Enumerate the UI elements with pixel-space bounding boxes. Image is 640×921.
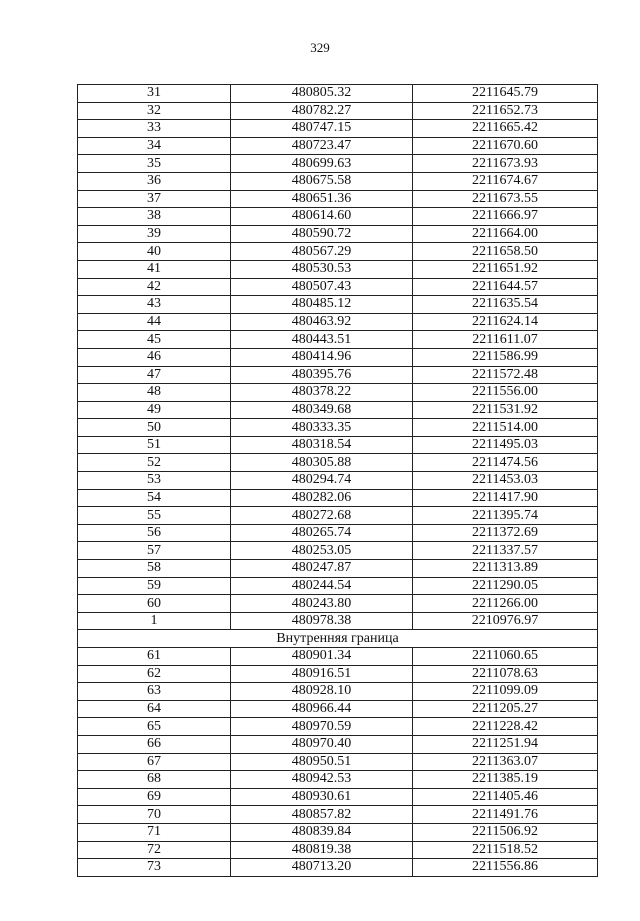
x-coordinate-cell: 480819.38 [231, 841, 413, 859]
table-row [78, 401, 598, 419]
table-row [78, 172, 598, 190]
y-coordinate-cell: 2211670.60 [413, 137, 598, 155]
x-coordinate-cell: 480942.53 [231, 771, 413, 789]
table-row [78, 155, 598, 173]
table-row [78, 208, 598, 226]
y-coordinate-cell: 2211506.92 [413, 823, 598, 841]
x-coordinate-cell: 480950.51 [231, 753, 413, 771]
point-number-cell: 37 [78, 190, 231, 208]
y-coordinate-cell: 2211228.42 [413, 718, 598, 736]
y-coordinate-cell: 2211385.19 [413, 771, 598, 789]
point-number-cell: 51 [78, 436, 231, 454]
table-row [78, 577, 598, 595]
y-coordinate-cell: 2211664.00 [413, 225, 598, 243]
y-coordinate-cell: 2211078.63 [413, 665, 598, 683]
x-coordinate-cell: 480305.88 [231, 454, 413, 472]
point-number-cell: 35 [78, 155, 231, 173]
point-number-cell: 54 [78, 489, 231, 507]
point-number-cell: 49 [78, 401, 231, 419]
point-number-cell: 48 [78, 384, 231, 402]
point-number-cell: 56 [78, 524, 231, 542]
x-coordinate-cell: 480567.29 [231, 243, 413, 261]
x-coordinate-cell: 480507.43 [231, 278, 413, 296]
x-coordinate-cell: 480614.60 [231, 208, 413, 226]
x-coordinate-cell: 480928.10 [231, 683, 413, 701]
point-number-cell: 61 [78, 648, 231, 666]
table-row [78, 542, 598, 560]
point-number-cell: 60 [78, 595, 231, 613]
table-row [78, 137, 598, 155]
y-coordinate-cell: 2211474.56 [413, 454, 598, 472]
point-number-cell: 73 [78, 859, 231, 877]
y-coordinate-cell: 2211651.92 [413, 260, 598, 278]
table-row [78, 718, 598, 736]
section-heading: Внутренняя граница [78, 630, 598, 648]
point-number-cell: 40 [78, 243, 231, 261]
point-number-cell: 59 [78, 577, 231, 595]
y-coordinate-cell: 2211290.05 [413, 577, 598, 595]
y-coordinate-cell: 2211666.97 [413, 208, 598, 226]
table-row [78, 859, 598, 877]
y-coordinate-cell: 2211337.57 [413, 542, 598, 560]
y-coordinate-cell: 2211611.07 [413, 331, 598, 349]
table-row [78, 648, 598, 666]
point-number-cell: 41 [78, 260, 231, 278]
coordinates-table [77, 84, 598, 877]
point-number-cell: 67 [78, 753, 231, 771]
y-coordinate-cell: 2211060.65 [413, 648, 598, 666]
table-row [78, 331, 598, 349]
table-row [78, 278, 598, 296]
x-coordinate-cell: 480970.40 [231, 735, 413, 753]
y-coordinate-cell: 2211645.79 [413, 85, 598, 103]
x-coordinate-cell: 480978.38 [231, 612, 413, 630]
x-coordinate-cell: 480272.68 [231, 507, 413, 525]
point-number-cell: 58 [78, 560, 231, 578]
point-number-cell: 45 [78, 331, 231, 349]
point-number-cell: 52 [78, 454, 231, 472]
table-row [78, 472, 598, 490]
x-coordinate-cell: 480378.22 [231, 384, 413, 402]
y-coordinate-cell: 2211673.93 [413, 155, 598, 173]
x-coordinate-cell: 480318.54 [231, 436, 413, 454]
point-number-cell: 46 [78, 348, 231, 366]
y-coordinate-cell: 2211514.00 [413, 419, 598, 437]
table-row [78, 419, 598, 437]
x-coordinate-cell: 480590.72 [231, 225, 413, 243]
x-coordinate-cell: 480414.96 [231, 348, 413, 366]
x-coordinate-cell: 480243.80 [231, 595, 413, 613]
table-row [78, 524, 598, 542]
y-coordinate-cell: 2211363.07 [413, 753, 598, 771]
y-coordinate-cell: 2211572.48 [413, 366, 598, 384]
table-row [78, 560, 598, 578]
table-row [78, 366, 598, 384]
point-number-cell: 55 [78, 507, 231, 525]
point-number-cell: 68 [78, 771, 231, 789]
x-coordinate-cell: 480333.35 [231, 419, 413, 437]
x-coordinate-cell: 480839.84 [231, 823, 413, 841]
point-number-cell: 72 [78, 841, 231, 859]
x-coordinate-cell: 480723.47 [231, 137, 413, 155]
y-coordinate-cell: 2211251.94 [413, 735, 598, 753]
table-row [78, 489, 598, 507]
table-row [78, 665, 598, 683]
x-coordinate-cell: 480349.68 [231, 401, 413, 419]
x-coordinate-cell: 480530.53 [231, 260, 413, 278]
y-coordinate-cell: 2211674.67 [413, 172, 598, 190]
point-number-cell: 62 [78, 665, 231, 683]
point-number-cell: 43 [78, 296, 231, 314]
y-coordinate-cell: 2211635.54 [413, 296, 598, 314]
y-coordinate-cell: 2211624.14 [413, 313, 598, 331]
x-coordinate-cell: 480247.87 [231, 560, 413, 578]
x-coordinate-cell: 480699.63 [231, 155, 413, 173]
table-row [78, 841, 598, 859]
table-row [78, 788, 598, 806]
point-number-cell: 33 [78, 120, 231, 138]
x-coordinate-cell: 480675.58 [231, 172, 413, 190]
point-number-cell: 57 [78, 542, 231, 560]
point-number-cell: 44 [78, 313, 231, 331]
table-row [78, 507, 598, 525]
point-number-cell: 34 [78, 137, 231, 155]
x-coordinate-cell: 480713.20 [231, 859, 413, 877]
y-coordinate-cell: 2211395.74 [413, 507, 598, 525]
x-coordinate-cell: 480970.59 [231, 718, 413, 736]
point-number-cell: 69 [78, 788, 231, 806]
point-number-cell: 66 [78, 735, 231, 753]
table-row [78, 823, 598, 841]
y-coordinate-cell: 2211453.03 [413, 472, 598, 490]
x-coordinate-cell: 480253.05 [231, 542, 413, 560]
table-row [78, 454, 598, 472]
table-row [78, 771, 598, 789]
table-row [78, 612, 598, 630]
section-heading-row [78, 630, 598, 648]
x-coordinate-cell: 480901.34 [231, 648, 413, 666]
table-row [78, 243, 598, 261]
table-row [78, 85, 598, 103]
y-coordinate-cell: 2211531.92 [413, 401, 598, 419]
table-row [78, 190, 598, 208]
point-number-cell: 64 [78, 700, 231, 718]
point-number-cell: 65 [78, 718, 231, 736]
x-coordinate-cell: 480485.12 [231, 296, 413, 314]
y-coordinate-cell: 2210976.97 [413, 612, 598, 630]
point-number-cell: 50 [78, 419, 231, 437]
y-coordinate-cell: 2211586.99 [413, 348, 598, 366]
x-coordinate-cell: 480782.27 [231, 102, 413, 120]
point-number-cell: 42 [78, 278, 231, 296]
point-number-cell: 63 [78, 683, 231, 701]
y-coordinate-cell: 2211556.00 [413, 384, 598, 402]
table-row [78, 753, 598, 771]
table-row [78, 683, 598, 701]
y-coordinate-cell: 2211518.52 [413, 841, 598, 859]
table-row [78, 735, 598, 753]
x-coordinate-cell: 480282.06 [231, 489, 413, 507]
y-coordinate-cell: 2211665.42 [413, 120, 598, 138]
point-number-cell: 39 [78, 225, 231, 243]
y-coordinate-cell: 2211266.00 [413, 595, 598, 613]
point-number-cell: 36 [78, 172, 231, 190]
y-coordinate-cell: 2211491.76 [413, 806, 598, 824]
x-coordinate-cell: 480244.54 [231, 577, 413, 595]
coordinates-table-body [78, 85, 598, 877]
x-coordinate-cell: 480857.82 [231, 806, 413, 824]
y-coordinate-cell: 2211658.50 [413, 243, 598, 261]
table-row [78, 120, 598, 138]
x-coordinate-cell: 480916.51 [231, 665, 413, 683]
y-coordinate-cell: 2211644.57 [413, 278, 598, 296]
x-coordinate-cell: 480805.32 [231, 85, 413, 103]
y-coordinate-cell: 2211673.55 [413, 190, 598, 208]
table-row [78, 225, 598, 243]
x-coordinate-cell: 480463.92 [231, 313, 413, 331]
table-row [78, 313, 598, 331]
x-coordinate-cell: 480651.36 [231, 190, 413, 208]
point-number-cell: 38 [78, 208, 231, 226]
point-number-cell: 71 [78, 823, 231, 841]
table-row [78, 102, 598, 120]
x-coordinate-cell: 480395.76 [231, 366, 413, 384]
y-coordinate-cell: 2211652.73 [413, 102, 598, 120]
table-row [78, 260, 598, 278]
y-coordinate-cell: 2211556.86 [413, 859, 598, 877]
page-number: 329 [310, 40, 330, 55]
point-number-cell: 31 [78, 85, 231, 103]
y-coordinate-cell: 2211313.89 [413, 560, 598, 578]
table-row [78, 348, 598, 366]
point-number-cell: 1 [78, 612, 231, 630]
table-row [78, 384, 598, 402]
y-coordinate-cell: 2211205.27 [413, 700, 598, 718]
point-number-cell: 70 [78, 806, 231, 824]
table-row [78, 595, 598, 613]
y-coordinate-cell: 2211405.46 [413, 788, 598, 806]
x-coordinate-cell: 480294.74 [231, 472, 413, 490]
y-coordinate-cell: 2211099.09 [413, 683, 598, 701]
x-coordinate-cell: 480930.61 [231, 788, 413, 806]
y-coordinate-cell: 2211372.69 [413, 524, 598, 542]
x-coordinate-cell: 480966.44 [231, 700, 413, 718]
x-coordinate-cell: 480265.74 [231, 524, 413, 542]
x-coordinate-cell: 480747.15 [231, 120, 413, 138]
point-number-cell: 32 [78, 102, 231, 120]
point-number-cell: 53 [78, 472, 231, 490]
table-row [78, 806, 598, 824]
y-coordinate-cell: 2211495.03 [413, 436, 598, 454]
x-coordinate-cell: 480443.51 [231, 331, 413, 349]
table-row [78, 436, 598, 454]
point-number-cell: 47 [78, 366, 231, 384]
y-coordinate-cell: 2211417.90 [413, 489, 598, 507]
table-row [78, 296, 598, 314]
table-row [78, 700, 598, 718]
